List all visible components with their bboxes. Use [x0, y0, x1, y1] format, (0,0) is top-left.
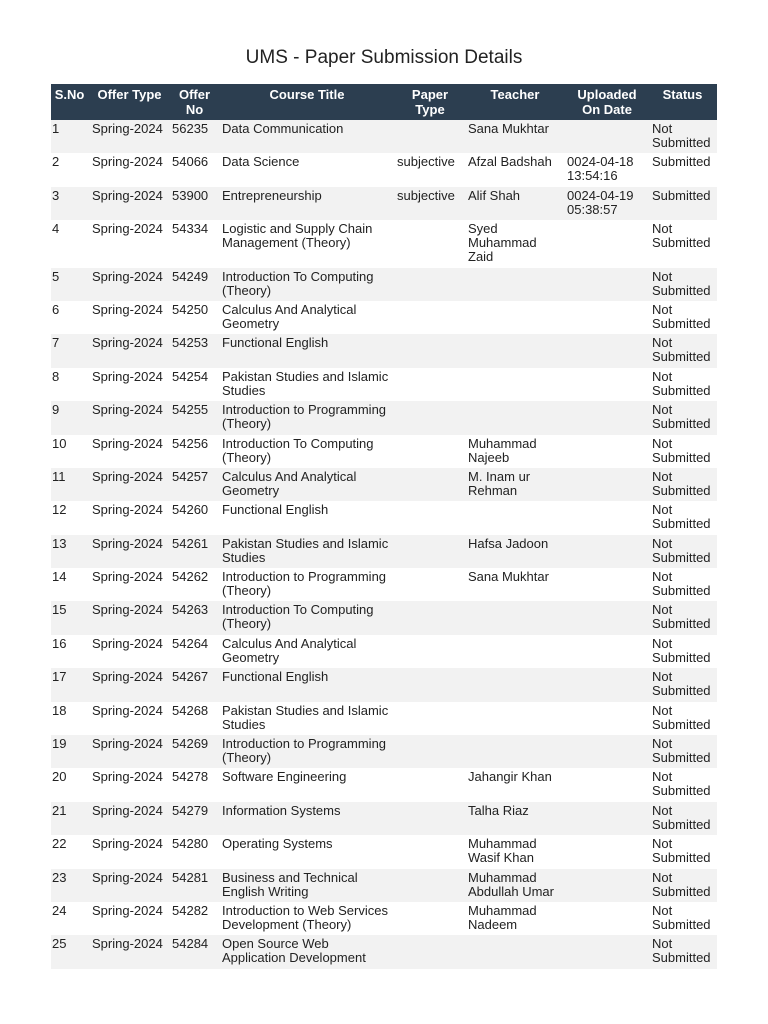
cell-status: Not Submitted	[652, 402, 711, 432]
cell-status: Not Submitted	[652, 869, 711, 899]
cell-offer-no: 54256	[172, 435, 209, 451]
cell-sno: 16	[52, 635, 67, 651]
cell-uploaded-on-date	[566, 268, 651, 301]
cell-offer-no: 54249	[172, 268, 209, 284]
cell-status: Not Submitted	[652, 569, 711, 599]
cell-course-title: Introduction to Programming (Theory)	[222, 736, 387, 766]
cell-sno: 25	[52, 936, 67, 952]
cell-teacher: M. Inam ur Rehman	[468, 468, 531, 498]
cell-course-title: Business and Technical English Writing	[222, 869, 358, 899]
cell-offer-type: Spring-2024	[92, 836, 163, 852]
cell-offer-no: 54282	[172, 902, 209, 918]
table-row	[51, 735, 717, 768]
cell-course-title: Pakistan Studies and Islamic Studies	[222, 368, 389, 398]
cell-offer-type: Spring-2024	[92, 736, 163, 752]
cell-offer-no: 54066	[172, 154, 209, 170]
cell-sno: 11	[52, 468, 66, 484]
column-header-offer-type: Offer Type	[97, 87, 162, 102]
cell-offer-no: 54262	[172, 569, 209, 585]
table-row	[51, 768, 717, 801]
table-row	[51, 334, 717, 367]
cell-sno: 22	[52, 836, 67, 852]
cell-course-title: Pakistan Studies and Islamic Studies	[222, 535, 389, 565]
cell-paper-type	[396, 501, 467, 534]
cell-course-title: Entrepreneurship	[222, 187, 322, 203]
cell-offer-no: 54281	[172, 869, 209, 885]
cell-offer-type: Spring-2024	[92, 121, 163, 136]
cell-uploaded-on-date	[566, 635, 651, 668]
cell-teacher: Sana Mukhtar	[468, 569, 549, 585]
table-body	[51, 120, 717, 969]
cell-paper-type	[396, 301, 467, 334]
cell-status: Submitted	[652, 187, 711, 203]
cell-offer-type: Spring-2024	[92, 869, 163, 885]
cell-uploaded-on-date	[566, 601, 651, 634]
cell-course-title: Open Source Web Application Development	[222, 936, 366, 966]
cell-teacher	[467, 668, 566, 701]
column-header-paper-type: Paper Type	[411, 87, 449, 117]
cell-sno: 4	[52, 221, 60, 237]
cell-teacher	[467, 301, 566, 334]
table-row	[51, 535, 717, 568]
cell-paper-type	[396, 902, 467, 935]
cell-uploaded-on-date	[566, 301, 651, 334]
cell-status: Not Submitted	[652, 301, 711, 331]
table-row	[51, 601, 717, 634]
cell-paper-type	[396, 120, 467, 153]
cell-offer-no: 54253	[172, 335, 209, 351]
cell-sno: 7	[52, 335, 60, 351]
cell-offer-type: Spring-2024	[92, 335, 163, 351]
cell-uploaded-on-date	[566, 220, 651, 267]
cell-status: Not Submitted	[652, 802, 711, 832]
cell-paper-type	[396, 702, 467, 735]
cell-offer-no: 56235	[172, 121, 209, 136]
cell-course-title: Introduction to Web Services Development (Theory)	[222, 902, 388, 932]
cell-offer-no: 54257	[172, 468, 209, 484]
cell-teacher: Muhammad Najeeb	[468, 435, 537, 465]
cell-offer-no: 53900	[172, 187, 209, 203]
cell-sno: 12	[52, 502, 67, 518]
cell-offer-type: Spring-2024	[92, 635, 163, 651]
cell-uploaded-on-date	[566, 535, 651, 568]
cell-offer-type: Spring-2024	[92, 368, 163, 384]
cell-status: Not Submitted	[652, 535, 711, 565]
cell-offer-type: Spring-2024	[92, 936, 163, 952]
cell-sno: 20	[52, 769, 67, 785]
cell-uploaded-on-date	[566, 334, 651, 367]
cell-teacher	[467, 601, 566, 634]
table-row	[51, 220, 717, 267]
cell-course-title: Calculus And Analytical Geometry	[222, 301, 357, 331]
cell-offer-no: 54263	[172, 602, 209, 618]
cell-sno: 10	[52, 435, 67, 451]
cell-offer-no: 54267	[172, 669, 209, 685]
cell-paper-type	[396, 802, 467, 835]
cell-paper-type	[396, 835, 467, 868]
cell-uploaded-on-date	[566, 735, 651, 768]
cell-sno: 21	[52, 802, 67, 818]
cell-uploaded-on-date	[566, 668, 651, 701]
cell-offer-type: Spring-2024	[92, 301, 163, 317]
table-row	[51, 468, 717, 501]
cell-course-title: Introduction to Programming (Theory)	[222, 569, 387, 599]
cell-sno: 19	[52, 736, 67, 752]
cell-offer-type: Spring-2024	[92, 702, 163, 718]
cell-offer-no: 54255	[172, 402, 209, 418]
cell-offer-type: Spring-2024	[92, 802, 163, 818]
cell-sno: 6	[52, 301, 60, 317]
table-row	[51, 301, 717, 334]
cell-offer-type: Spring-2024	[92, 221, 163, 237]
cell-teacher	[467, 268, 566, 301]
cell-paper-type	[396, 268, 467, 301]
cell-paper-type	[396, 368, 467, 401]
cell-status: Not Submitted	[652, 335, 711, 365]
cell-teacher	[467, 635, 566, 668]
cell-teacher: Muhammad Nadeem	[468, 902, 537, 932]
cell-uploaded-on-date	[566, 120, 651, 153]
cell-offer-type: Spring-2024	[92, 435, 163, 451]
cell-course-title: Information Systems	[222, 802, 341, 818]
cell-uploaded-on-date	[566, 435, 651, 468]
table-row	[51, 568, 717, 601]
cell-offer-no: 54264	[172, 635, 209, 651]
cell-offer-no: 54260	[172, 502, 209, 518]
cell-offer-no: 54279	[172, 802, 209, 818]
table-row	[51, 501, 717, 534]
cell-course-title: Pakistan Studies and Islamic Studies	[222, 702, 389, 732]
cell-paper-type	[396, 768, 467, 801]
cell-status: Not Submitted	[652, 602, 711, 632]
cell-status: Not Submitted	[652, 268, 711, 298]
cell-offer-no: 54280	[172, 836, 209, 852]
cell-paper-type	[396, 935, 467, 968]
table-row	[51, 635, 717, 668]
cell-status: Not Submitted	[652, 368, 711, 398]
cell-offer-type: Spring-2024	[92, 502, 163, 518]
cell-uploaded-on-date: 0024-04-18 13:54:16	[567, 154, 634, 184]
cell-course-title: Calculus And Analytical Geometry	[222, 468, 357, 498]
cell-status: Not Submitted	[652, 702, 711, 732]
cell-teacher: Muhammad Wasif Khan	[468, 836, 537, 866]
table-row	[51, 835, 717, 868]
cell-status: Not Submitted	[652, 121, 711, 150]
cell-uploaded-on-date	[566, 702, 651, 735]
cell-uploaded-on-date	[566, 902, 651, 935]
cell-sno: 23	[52, 869, 67, 885]
column-header-offer-no: Offer No	[178, 87, 211, 117]
cell-offer-type: Spring-2024	[92, 187, 163, 203]
cell-offer-no: 54254	[172, 368, 209, 384]
cell-sno: 3	[52, 187, 60, 203]
cell-offer-type: Spring-2024	[92, 535, 163, 551]
cell-uploaded-on-date	[566, 468, 651, 501]
cell-teacher: Talha Riaz	[468, 802, 529, 818]
column-header-status: Status	[662, 87, 703, 102]
cell-paper-type	[396, 635, 467, 668]
table-row	[51, 802, 717, 835]
cell-sno: 15	[52, 602, 67, 618]
cell-offer-type: Spring-2024	[92, 602, 163, 618]
table-row	[51, 368, 717, 401]
cell-status: Not Submitted	[652, 669, 711, 699]
cell-course-title: Introduction to Programming (Theory)	[222, 402, 387, 432]
table-row	[51, 401, 717, 434]
cell-offer-no: 54268	[172, 702, 209, 718]
table-row	[51, 435, 717, 468]
cell-offer-type: Spring-2024	[92, 769, 163, 785]
cell-paper-type: subjective	[397, 154, 455, 170]
cell-teacher	[467, 334, 566, 367]
cell-offer-type: Spring-2024	[92, 569, 163, 585]
table-row	[51, 869, 717, 902]
cell-uploaded-on-date	[566, 835, 651, 868]
cell-sno: 2	[52, 154, 60, 170]
cell-teacher: Jahangir Khan	[468, 769, 552, 785]
cell-uploaded-on-date	[566, 568, 651, 601]
cell-teacher	[467, 702, 566, 735]
cell-paper-type	[396, 435, 467, 468]
cell-course-title: Functional English	[222, 669, 329, 685]
cell-sno: 13	[52, 535, 67, 551]
cell-teacher: Sana Mukhtar	[468, 121, 549, 136]
cell-course-title: Calculus And Analytical Geometry	[222, 635, 357, 665]
cell-uploaded-on-date	[566, 869, 651, 902]
cell-uploaded-on-date	[566, 501, 651, 534]
cell-uploaded-on-date	[566, 401, 651, 434]
cell-offer-no: 54278	[172, 769, 209, 785]
cell-paper-type	[396, 601, 467, 634]
cell-uploaded-on-date	[566, 368, 651, 401]
cell-teacher	[467, 735, 566, 768]
cell-status: Not Submitted	[652, 221, 711, 251]
cell-paper-type	[396, 869, 467, 902]
column-header-teacher: Teacher	[490, 87, 540, 102]
cell-sno: 14	[52, 569, 67, 585]
cell-teacher: Alif Shah	[468, 187, 521, 203]
cell-course-title: Functional English	[222, 502, 329, 518]
cell-status: Not Submitted	[652, 502, 711, 532]
cell-offer-type: Spring-2024	[92, 268, 163, 284]
column-header-uploaded-on-date: Uploaded On Date	[577, 87, 637, 117]
cell-sno: 5	[52, 268, 60, 284]
cell-offer-no: 54334	[172, 221, 209, 237]
cell-paper-type	[396, 220, 467, 267]
table-row	[51, 935, 717, 968]
cell-course-title: Software Engineering	[222, 769, 347, 785]
cell-course-title: Data Communication	[222, 121, 344, 136]
cell-offer-type: Spring-2024	[92, 468, 163, 484]
cell-teacher	[467, 368, 566, 401]
cell-status: Not Submitted	[652, 902, 711, 932]
cell-status: Submitted	[652, 154, 711, 170]
cell-sno: 18	[52, 702, 67, 718]
cell-paper-type	[396, 334, 467, 367]
cell-course-title: Functional English	[222, 335, 329, 351]
cell-course-title: Operating Systems	[222, 836, 333, 852]
cell-teacher: Afzal Badshah	[468, 154, 552, 170]
cell-course-title: Data Science	[222, 154, 300, 170]
cell-paper-type	[396, 535, 467, 568]
cell-uploaded-on-date	[566, 935, 651, 968]
table-row	[51, 668, 717, 701]
cell-paper-type	[396, 401, 467, 434]
cell-uploaded-on-date	[566, 802, 651, 835]
cell-sno: 24	[52, 902, 67, 918]
cell-teacher: Syed Muhammad Zaid	[468, 221, 537, 265]
table-header-row	[51, 84, 717, 120]
cell-course-title: Introduction To Computing (Theory)	[222, 435, 374, 465]
table-row	[51, 187, 717, 220]
cell-offer-no: 54284	[172, 936, 209, 952]
cell-teacher: Muhammad Abdullah Umar	[468, 869, 554, 899]
cell-offer-type: Spring-2024	[92, 902, 163, 918]
cell-teacher	[467, 501, 566, 534]
table-row	[51, 268, 717, 301]
cell-paper-type	[396, 468, 467, 501]
page-title: UMS - Paper Submission Details	[245, 47, 523, 68]
cell-offer-no: 54250	[172, 301, 209, 317]
cell-offer-no: 54269	[172, 736, 209, 752]
cell-status: Not Submitted	[652, 736, 711, 766]
cell-uploaded-on-date	[566, 768, 651, 801]
cell-paper-type	[396, 668, 467, 701]
cell-uploaded-on-date: 0024-04-19 05:38:57	[567, 187, 634, 217]
cell-course-title: Introduction To Computing (Theory)	[222, 602, 374, 632]
cell-status: Not Submitted	[652, 769, 711, 799]
cell-status: Not Submitted	[652, 435, 711, 465]
cell-course-title: Logistic and Supply Chain Management (Theory)	[222, 221, 373, 251]
cell-paper-type	[396, 735, 467, 768]
submission-table	[51, 84, 717, 969]
cell-sno: 8	[52, 368, 60, 384]
cell-status: Not Submitted	[652, 468, 711, 498]
cell-status: Not Submitted	[652, 635, 711, 665]
cell-teacher: Hafsa Jadoon	[468, 535, 549, 551]
cell-teacher	[467, 401, 566, 434]
cell-sno: 9	[52, 402, 60, 418]
cell-teacher	[467, 935, 566, 968]
column-header-course-title: Course Title	[269, 87, 345, 102]
cell-sno: 1	[52, 121, 60, 136]
cell-paper-type	[396, 568, 467, 601]
table-row	[51, 120, 717, 153]
cell-sno: 17	[52, 669, 67, 685]
cell-course-title: Introduction To Computing (Theory)	[222, 268, 374, 298]
table-row	[51, 153, 717, 186]
cell-offer-type: Spring-2024	[92, 402, 163, 418]
cell-offer-no: 54261	[172, 535, 209, 551]
cell-status: Not Submitted	[652, 836, 711, 866]
cell-offer-type: Spring-2024	[92, 669, 163, 685]
cell-paper-type: subjective	[397, 187, 455, 203]
table-row	[51, 702, 717, 735]
cell-offer-type: Spring-2024	[92, 154, 163, 170]
table-row	[51, 902, 717, 935]
column-header-sno: S.No	[54, 87, 85, 102]
cell-status: Not Submitted	[652, 936, 711, 966]
